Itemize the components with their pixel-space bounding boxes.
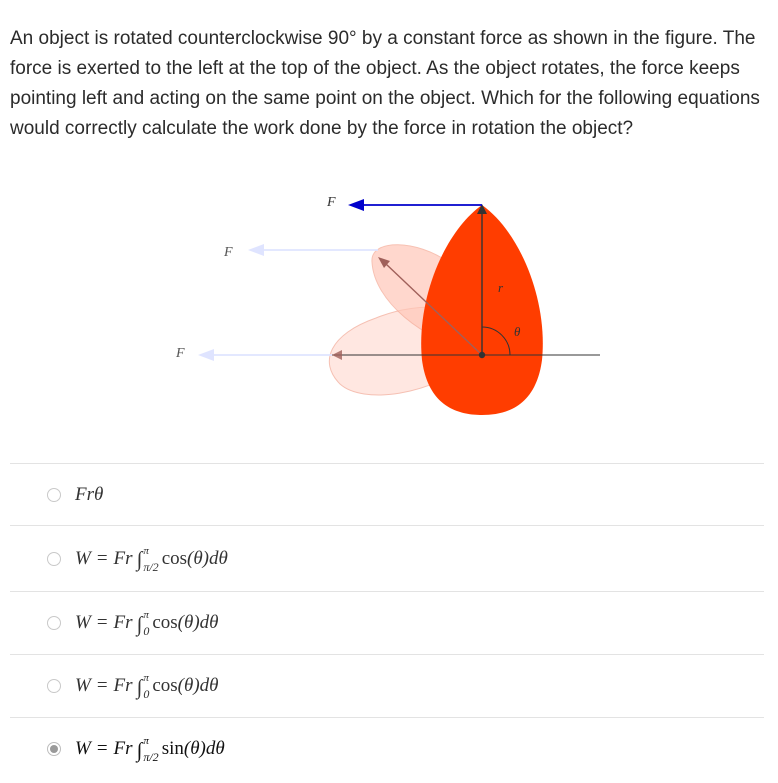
eq-d-d: dθ [199, 675, 219, 696]
eq-d-lower: 0 [143, 687, 150, 701]
eq-e-lhs: W [75, 738, 91, 759]
eq-a-F: F [75, 483, 87, 505]
eq-d-F: F [113, 675, 126, 696]
eq-c-equals: = [96, 612, 108, 633]
eq-c-upper: π [143, 609, 149, 621]
option-d[interactable] [10, 654, 764, 717]
eq-b-r: r [125, 547, 133, 569]
eq-c-F: F [113, 612, 126, 633]
angle-label: θ [514, 324, 521, 339]
eq-d-fn: cos [152, 675, 178, 696]
radio-option-b[interactable] [47, 552, 61, 566]
force-arrowhead-faded-45 [248, 244, 264, 256]
eq-d-integral: ∫ π 0 [136, 672, 150, 701]
eq-c-integral: ∫ π 0 [136, 609, 150, 638]
option-e[interactable] [10, 717, 764, 780]
option-a[interactable] [10, 463, 764, 525]
eq-c-arg: (θ) [177, 612, 200, 633]
eq-b-arg: (θ) [187, 547, 210, 569]
option-b[interactable] [10, 525, 764, 591]
radio-option-a[interactable] [47, 488, 61, 502]
option-c[interactable] [10, 591, 764, 654]
force-label: F⃗ [327, 195, 347, 210]
eq-e-r: r [125, 738, 133, 759]
eq-b-fn: cos [161, 547, 188, 569]
radio-option-c[interactable] [47, 616, 61, 630]
pivot-point [479, 352, 485, 358]
answer-options [10, 463, 764, 780]
eq-b-d: dθ [209, 547, 228, 569]
eq-c-r: r [125, 612, 133, 633]
force-label-faded-90: F⃗ [176, 346, 196, 361]
eq-e-fn: sin [161, 738, 184, 759]
eq-b-lhs: W [75, 547, 91, 569]
eq-d-arg: (θ) [177, 675, 200, 696]
rotation-figure [0, 180, 778, 440]
eq-e-integral: ∫ π π/2 [136, 735, 159, 764]
eq-e-upper: π [143, 735, 149, 747]
radio-option-d[interactable] [47, 679, 61, 693]
eq-c-d: dθ [199, 612, 219, 633]
eq-d-r: r [125, 675, 133, 696]
eq-c-fn: cos [152, 612, 178, 633]
eq-b-F: F [113, 547, 126, 569]
force-label-faded-45: F⃗ [224, 245, 244, 260]
eq-d-lhs: W [75, 675, 91, 696]
equation-c [75, 609, 219, 637]
eq-b-equals: = [96, 547, 108, 569]
eq-d-equals: = [96, 675, 108, 696]
eq-d-upper: π [143, 672, 149, 684]
force-arrowhead-faded-90 [198, 349, 214, 361]
force-arrowhead [348, 199, 364, 211]
eq-a-arg: θ [94, 483, 104, 505]
eq-e-lower: π/2 [143, 750, 159, 764]
radius-label: r [498, 280, 504, 295]
eq-e-F: F [113, 738, 126, 759]
eq-a-r: r [86, 483, 95, 505]
eq-c-lower: 0 [143, 624, 150, 638]
eq-b-integral: ∫ π π/2 [136, 544, 159, 574]
question-text: An object is rotated counterclockwise 90° by a constant force as shown in the figure. The force is exerted to the left at the top of the object. As the object rotates, the force keeps pointing left and acting on the same point on the object. Which for the following equations would correctly calculate the work done by the force in rotation the object? [10, 28, 760, 139]
eq-e-d: dθ [205, 738, 225, 759]
equation-e [75, 735, 225, 763]
eq-b-upper: π [143, 544, 149, 557]
equation-b [75, 545, 228, 573]
eq-e-arg: (θ) [183, 738, 206, 759]
eq-c-lhs: W [75, 612, 91, 633]
radio-option-e[interactable] [47, 742, 61, 756]
eq-b-lower: π/2 [143, 559, 159, 574]
eq-e-equals: = [96, 738, 108, 759]
equation-d [75, 672, 219, 700]
equation-a [75, 484, 103, 506]
